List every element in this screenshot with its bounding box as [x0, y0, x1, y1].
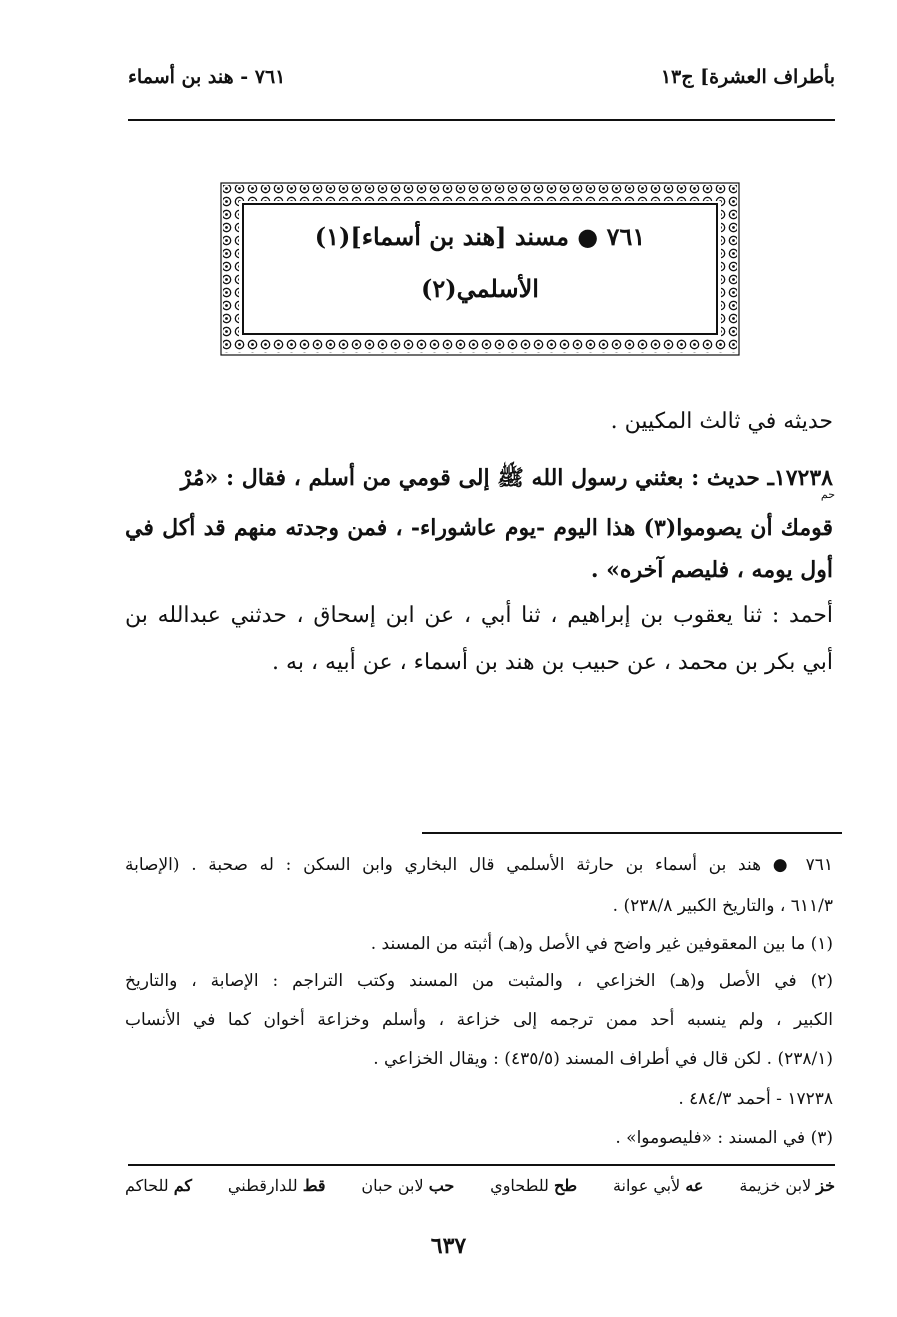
body-line-3: قومك أن يصوموا(٣) هذا اليوم -يوم عاشوراء- ، فمن وجدته منهم قد أكل في: [125, 515, 834, 541]
isnad-line-2: أبي بكر بن محمد ، عن حبيب بن هند بن أسماء ، عن أبيه ، به .: [272, 650, 833, 675]
abbreviation-item: حب لابن حبان: [361, 1176, 455, 1195]
footnote-line: (١) ما بين المعقوفين غير واضح في الأصل و(هـ) أثبته من المسند .: [370, 934, 833, 954]
footnote-line: ٦١١/٣ ، والتاريخ الكبير ٢٣٨/٨) .: [612, 896, 833, 916]
footnote-line: (٢٣٨/١) . لكن قال في أطراف المسند (٤٣٥/٥) : ويقال الخزاعي .: [373, 1049, 833, 1069]
hadith-heading: ١٧٢٣٨ـ حديث : بعثني رسول الله ﷺ إلى قومي من أسلم ، فقال : «مُرْ: [180, 465, 833, 491]
footnote-line: ٧٦١ ● هند بن أسماء بن حارثة الأسلمي قال البخاري وابن السكن : له صحبة . (الإصابة: [125, 855, 833, 875]
body-line-1: حديثه في ثالث المكيين .: [610, 409, 833, 434]
running-header-left: ٧٦١ - هند بن أسماء: [128, 66, 286, 88]
footnote-line: ١٧٢٣٨ - أحمد ٤٨٤/٣ .: [678, 1089, 833, 1109]
footnote-line: الكبير ، ولم ينسبه أحد ممن ترجمه إلى خزاعة ، وأسلم وخزاعة أخوان كما في الأنساب: [125, 1010, 833, 1030]
section-title: ٧٦١ ● مسند [هند بن أسماء](١): [314, 222, 646, 251]
footnote-line: (٣) في المسند : «فليصوموا» .: [615, 1128, 833, 1148]
abbreviation-divider: [128, 1164, 835, 1166]
footnote-divider: [422, 832, 842, 834]
page-number: ٦٣٧: [430, 1233, 467, 1259]
abbreviation-item: كم للحاكم: [125, 1176, 193, 1195]
header-divider: [128, 119, 835, 121]
isnad-line-1: أحمد : ثنا يعقوب بن إبراهيم ، ثنا أبي ، عن ابن إسحاق ، حدثني عبدالله بن: [125, 603, 833, 628]
abbreviation-key: [125, 1176, 835, 1195]
source-mark: حم: [820, 488, 835, 501]
body-line-4: أول يومه ، فليصم آخره» .: [590, 557, 833, 583]
running-header-right: بأطراف العشرة] ج١٣: [660, 66, 835, 88]
abbreviation-item: قط للدارقطني: [227, 1176, 326, 1195]
footnote-line: (٢) في الأصل و(هـ) الخزاعي ، والمثبت من المسند وكتب التراجم : الإصابة ، والتاريخ: [125, 971, 833, 991]
section-subtitle: الأسلمي(٢): [421, 274, 539, 303]
abbreviation-item: عه لأبي عوانة: [612, 1176, 704, 1195]
abbreviation-item: خز لابن خزيمة: [739, 1176, 835, 1195]
abbreviation-item: طح للطحاوي: [490, 1176, 578, 1195]
